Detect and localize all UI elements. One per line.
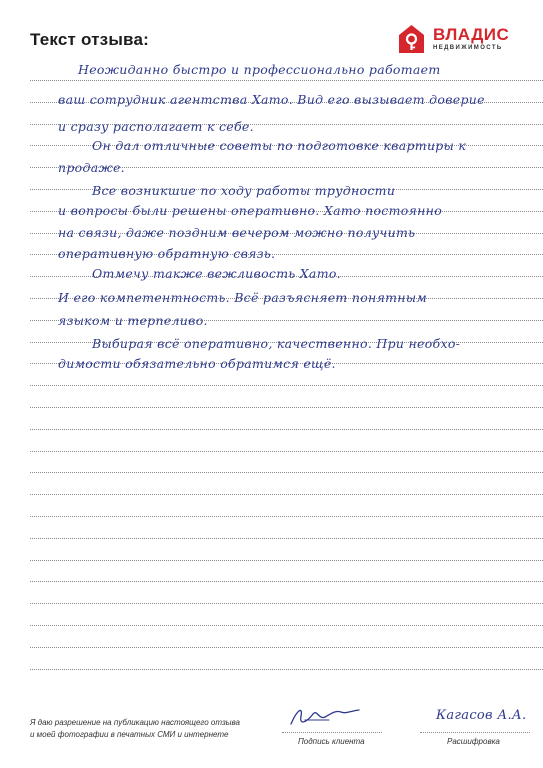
client-name-handwritten: Кагасов А.А. [436,708,527,723]
review-line: и сразу располагает к себе. [58,119,254,134]
ruled-line [30,625,543,626]
review-line: ваш сотрудник агентства Хато. Вид его вызывает доверие [58,92,485,107]
ruled-line [30,538,543,539]
ruled-line [30,451,543,452]
logo-subtitle: НЕДВИЖИМОСТЬ [433,45,503,51]
ruled-line [30,80,543,81]
signature-line [282,732,382,733]
ruled-line [30,472,543,473]
review-line: Отмечу также вежливость Хато. [92,266,341,281]
review-line: языком и терпеливо. [58,313,208,328]
consent-line: и моей фотографии в печатных СМИ и интернете [30,730,229,739]
review-line: И его компетентность. Всё разъясняет понятным [58,290,427,305]
publication-consent [30,717,240,741]
name-label: Расшифровка [447,737,500,746]
review-line: и вопросы были решены оперативно. Хато постоянно [58,203,443,218]
consent-line: Я даю разрешение на публикацию настоящего отзыва [30,718,240,727]
review-line: Он дал отличные советы по подготовке квартиры к [92,138,467,153]
ruled-line [30,603,543,604]
review-line: Выбирая всё оперативно, качественно. При необхо- [92,336,461,351]
ruled-line [30,407,543,408]
vladis-logo [398,24,523,56]
ruled-line [30,385,543,386]
name-line [420,732,530,733]
review-title: Текст отзыва: [30,30,149,49]
review-line: Неожиданно быстро и профессионально работает [78,62,441,77]
review-line: Все возникшие по ходу работы трудности [92,183,396,198]
logo-name: ВЛАДИС [433,25,510,44]
review-line: продаже. [58,160,125,175]
ruled-line [30,516,543,517]
ruled-line [30,669,543,670]
house-key-icon [398,24,425,54]
review-line: на связи, даже поздним вечером можно получить [58,225,416,240]
review-line: оперативную обратную связь. [58,246,276,261]
ruled-line [30,560,543,561]
ruled-line [30,494,543,495]
review-line: димости обязательно обратимся ещё. [58,356,336,371]
ruled-line [30,581,543,582]
ruled-line [30,429,543,430]
ruled-line [30,647,543,648]
signature-label: Подпись клиента [298,737,365,746]
client-signature [285,702,365,732]
